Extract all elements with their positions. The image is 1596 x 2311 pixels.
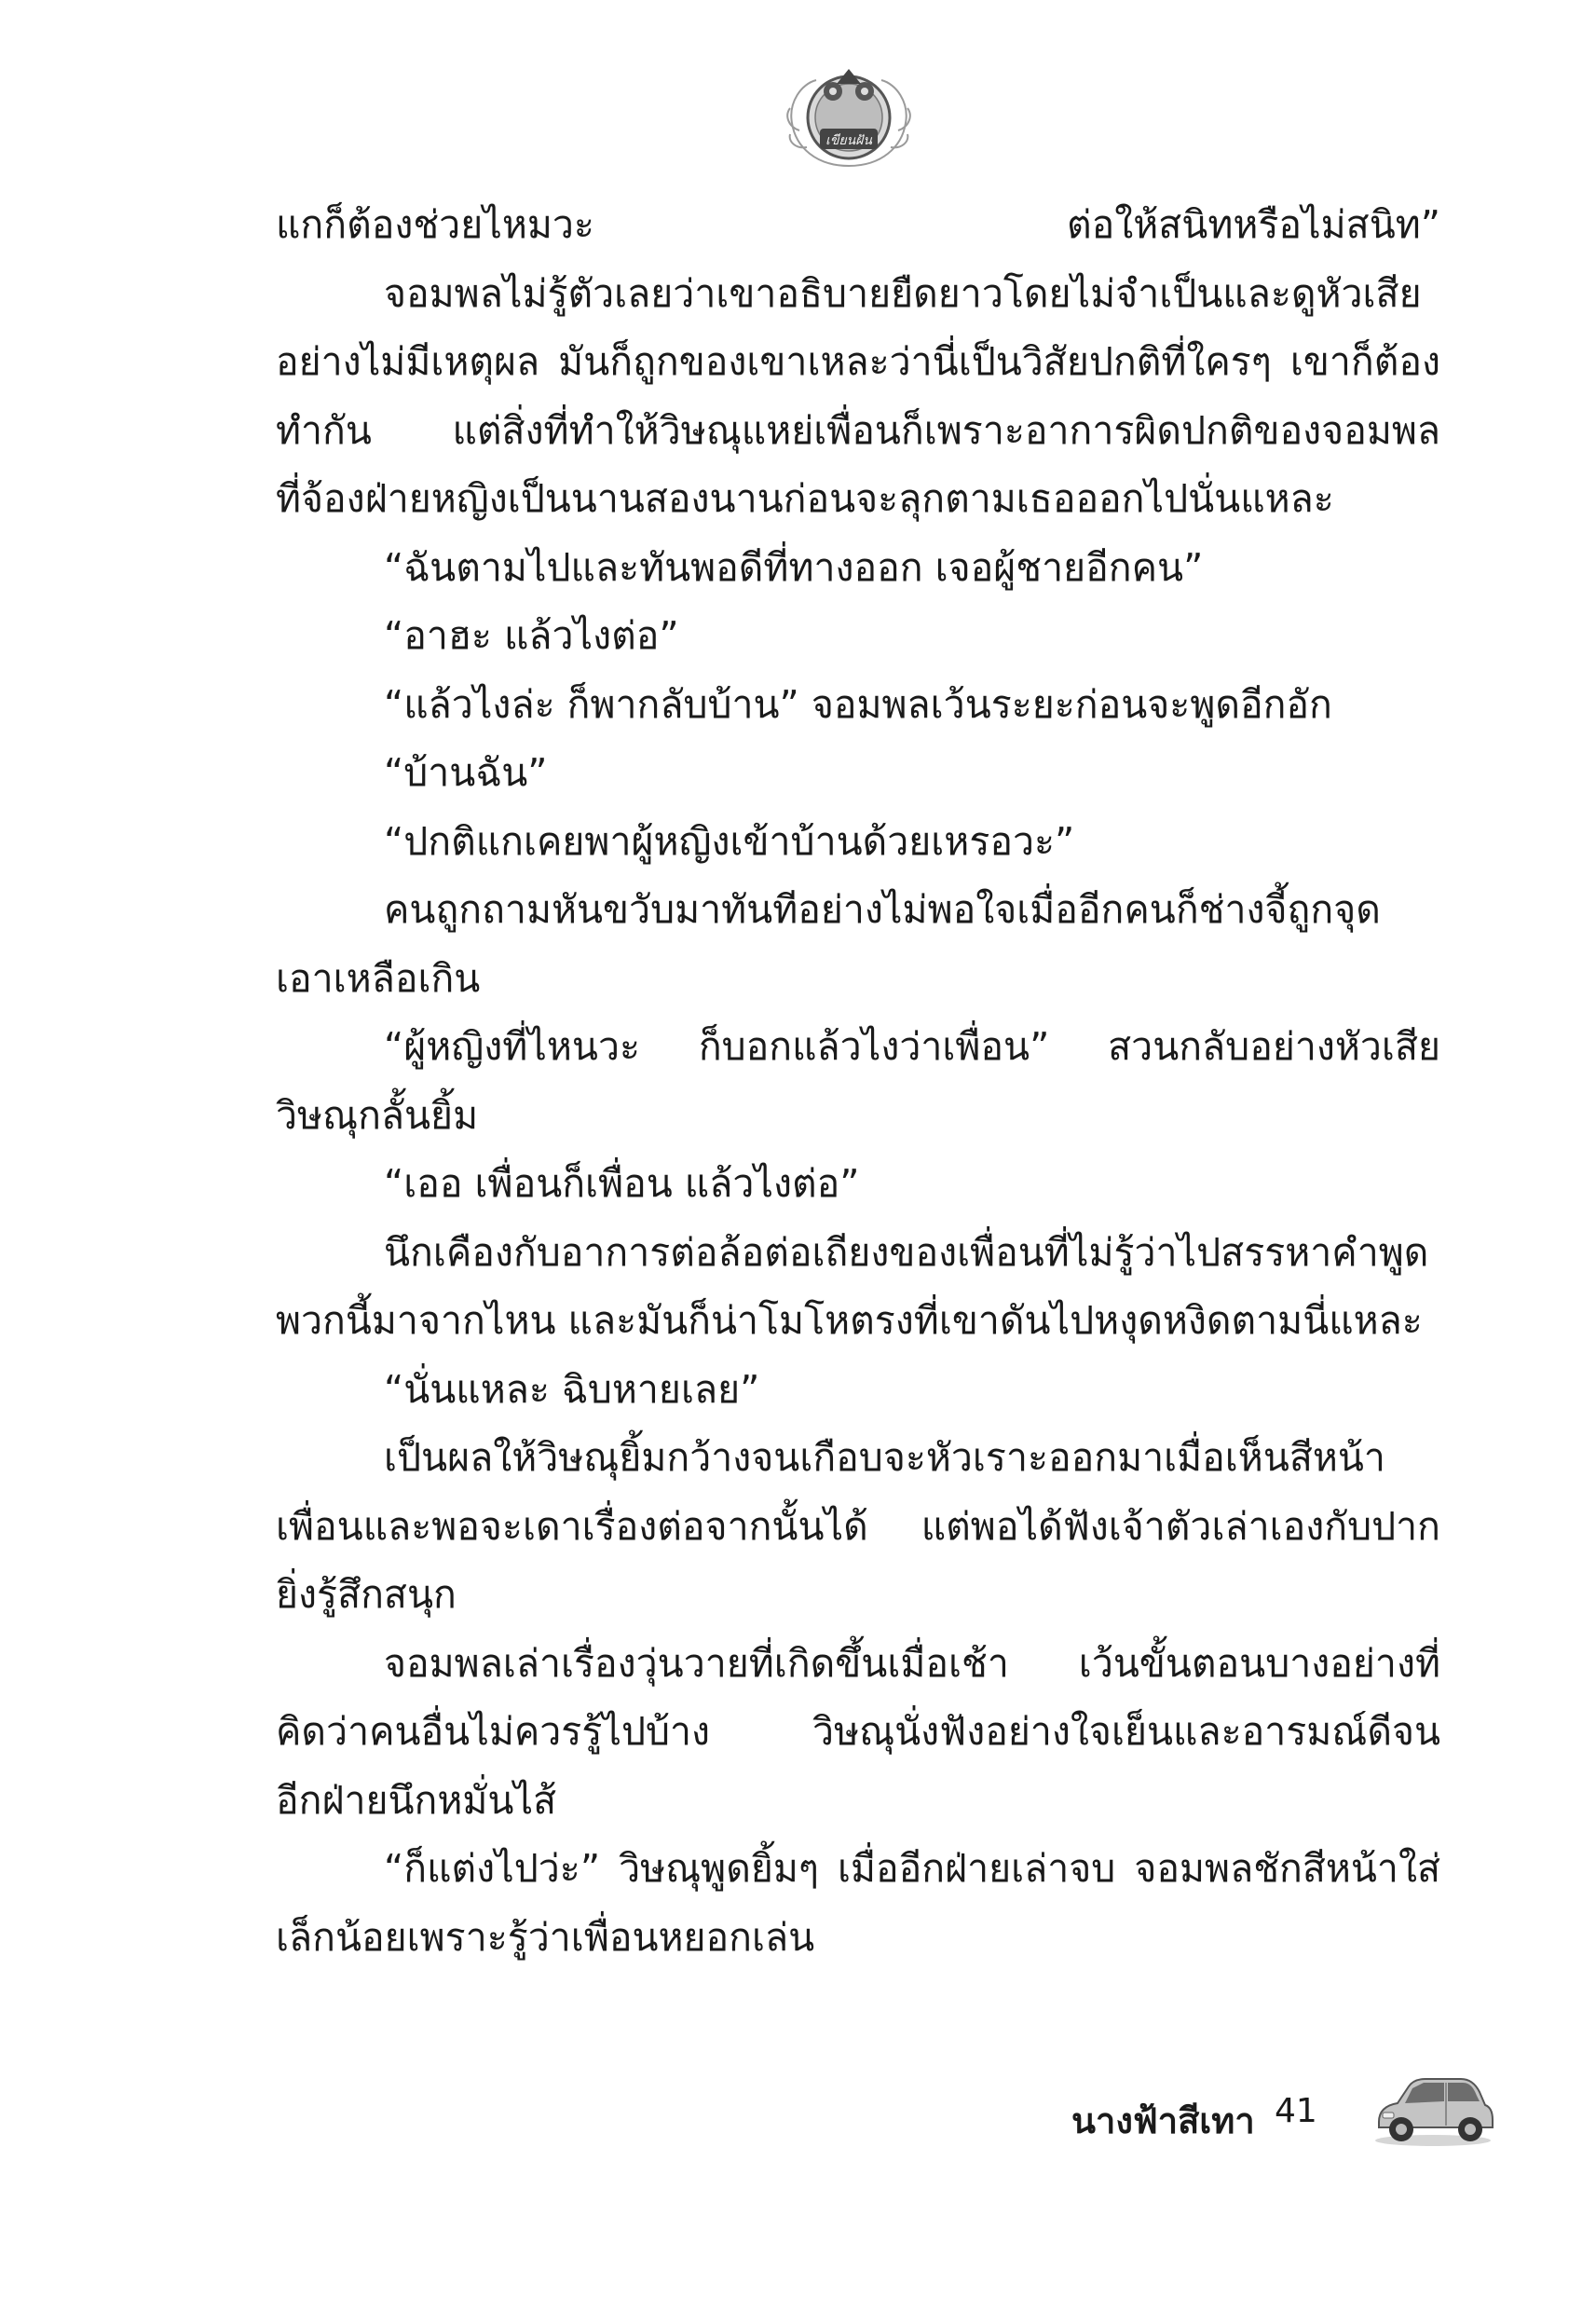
body-line: ที่จ้องฝ่ายหญิงเป็นนานสองนานก่อนจะลุกตามเธอออกไปนั่นแหละ	[276, 476, 1334, 521]
emblem-text: เขียนฝัน	[825, 133, 872, 148]
body-line: นึกเคืองกับอาการต่อล้อต่อเถียงของเพื่อนที่ไม่รู้ว่าไปสรรหาคำพูด	[384, 1229, 1429, 1275]
body-line: “ปกติแกเคยพาผู้หญิงเข้าบ้านด้วยเหรอวะ”	[384, 818, 1075, 864]
body-line: “แล้วไงล่ะ ก็พากลับบ้าน” จอมพลเว้นระยะก่อนจะพูดอีกอัก	[384, 681, 1332, 727]
body-line: อีกฝ่ายนึกหมั่นไส้	[276, 1777, 557, 1823]
body-line: ยิ่งรู้สึกสนุก	[276, 1572, 457, 1617]
body-line: จอมพลเล่าเรื่องวุ่นวายที่เกิดขึ้นเมื่อเช้า เว้นขั้นตอนบางอย่างที่	[384, 1640, 1440, 1686]
ornate-crest-icon	[779, 56, 919, 177]
body-line: เพื่อนและพอจะเดาเรื่องต่อจากนั้นได้ แต่พอได้ฟังเจ้าตัวเล่าเองกับปาก	[276, 1503, 1440, 1549]
car-icon	[1370, 2064, 1495, 2148]
body-line: อย่างไม่มีเหตุผล มันก็ถูกของเขาเหละว่านี่เป็นวิสัยปกติที่ใครๆ เขาก็ต้อง	[276, 339, 1440, 384]
page-number: 41	[1275, 2092, 1317, 2130]
body-line: พวกนี้มาจากไหน และมันก็น่าโมโหตรงที่เขาดันไปหงุดหงิดตามนี่แหละ	[276, 1298, 1423, 1343]
body-line: “อาฮะ แล้วไงต่อ”	[384, 613, 679, 658]
body-line: เล็กน้อยเพราะรู้ว่าเพื่อนหยอกเล่น	[276, 1914, 815, 1960]
body-line: ทำกัน แต่สิ่งที่ทำให้วิษณุแหย่เพื่อนก็เพราะอาการผิดปกติของจอมพล	[276, 407, 1440, 453]
body-line: จอมพลไม่รู้ตัวเลยว่าเขาอธิบายยืดยาวโดยไม่จำเป็นและดูหัวเสีย	[384, 270, 1422, 316]
body-line: “บ้านฉัน”	[384, 750, 548, 795]
body-line: “ก็แต่งไปว่ะ” วิษณุพูดยิ้มๆ เมื่ออีกฝ่ายเล่าจบ จอมพลชักสีหน้าใส่	[384, 1846, 1440, 1891]
body-line: คนถูกถามหันขวับมาทันทีอย่างไม่พอใจเมื่ออีกคนก็ช่างจี้ถูกจุด	[384, 887, 1381, 932]
body-line: “นั่นแหละ ฉิบหายเลย”	[384, 1366, 760, 1412]
body-line: “ผู้หญิงที่ไหนวะ ก็บอกแล้วไงว่าเพื่อน” สวนกลับอย่างหัวเสีย	[384, 1024, 1440, 1069]
body-line: เอาเหลือเกิน	[276, 955, 481, 1001]
body-line: วิษณุกลั้นยิ้ม	[276, 1092, 479, 1138]
book-title: นางฟ้าสีเทา	[1071, 2100, 1255, 2141]
body-line: “ฉันตามไปและทันพอดีที่ทางออก เจอผู้ชายอีกคน”	[384, 544, 1204, 590]
body-line: คิดว่าคนอื่นไม่ควรรู้ไปบ้าง วิษณุนั่งฟังอย่างใจเย็นและอารมณ์ดีจน	[276, 1709, 1440, 1754]
body-line: แกก็ต้องช่วยไหมวะ ต่อให้สนิทหรือไม่สนิท”	[276, 202, 1440, 247]
body-line: เป็นผลให้วิษณุยิ้มกว้างจนเกือบจะหัวเราะออกมาเมื่อเห็นสีหน้า	[384, 1435, 1385, 1480]
page-body	[276, 191, 1440, 1972]
body-line: “เออ เพื่อนก็เพื่อน แล้วไงต่อ”	[384, 1161, 860, 1206]
